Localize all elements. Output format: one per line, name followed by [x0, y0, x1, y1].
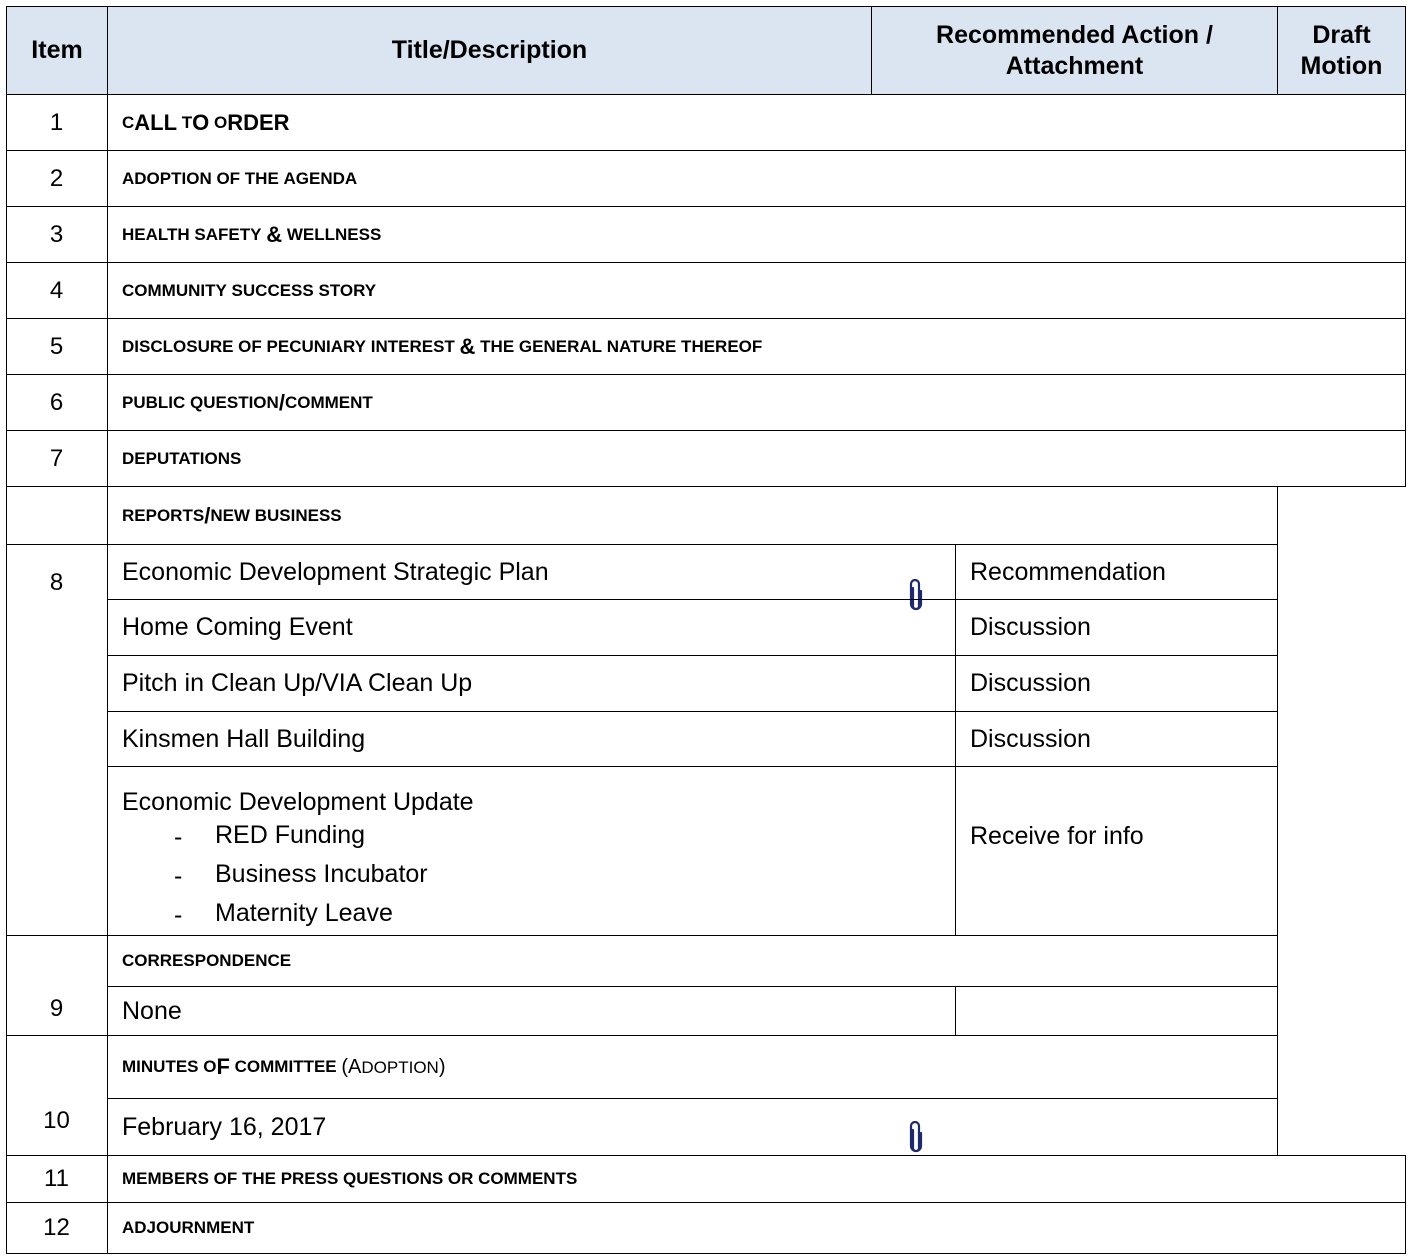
table-border: [6, 150, 1406, 151]
item-number: 12: [43, 1214, 70, 1241]
table-border: [6, 430, 1406, 431]
item-number: 7: [49, 444, 64, 472]
item-number: 9: [49, 995, 64, 1022]
table-border: [6, 1035, 1278, 1036]
table-border: [6, 1253, 1406, 1254]
agenda-item-action: Discussion: [970, 669, 1091, 697]
table-border: [6, 262, 1406, 263]
item-number: 6: [49, 388, 64, 416]
section-title-reports-new-business: R EPORTS / N EW B USINESS: [122, 502, 342, 528]
agenda-item-title: Economic Development Strategic Plan: [122, 557, 549, 586]
table-border: [107, 599, 1278, 600]
section-title-community-success-story: C OMMUNITY S UCCESS S TORY: [122, 280, 377, 300]
table-border: [107, 6, 108, 1254]
table-border: [6, 318, 1406, 319]
sub-item: Maternity Leave: [215, 899, 393, 927]
table-border: [107, 711, 1278, 712]
table-border: [1405, 1155, 1406, 1254]
table-border: [955, 544, 956, 936]
agenda-item-action: Receive for info: [970, 821, 1144, 850]
table-border: [107, 1098, 1278, 1099]
agenda-item-title: Kinsmen Hall Building: [122, 724, 366, 753]
item-number: 11: [44, 1165, 69, 1192]
bullet-dash: -: [174, 862, 183, 890]
agenda-item-action: Recommendation: [970, 557, 1166, 586]
header-title-description: Title/Description: [391, 36, 588, 64]
section-title-adjournment: A DJOURNMENT: [122, 1218, 255, 1237]
section-title-minutes-of-committee: M INUTES O F C OMMITTEE (ADOPTION): [122, 1054, 446, 1079]
agenda-item-title: Home Coming Event: [122, 613, 353, 641]
table-border: [107, 655, 1278, 656]
section-title-members-of-press: M EMBERS OF THE P RESS Q UESTIONS OR C OMMENTS: [122, 1169, 578, 1188]
table-border: [1277, 486, 1278, 1156]
agenda-item-title: Economic Development Update: [122, 787, 474, 816]
agenda-table: [6, 6, 1406, 1254]
item-number: 4: [49, 276, 64, 304]
table-border: [1277, 6, 1278, 95]
table-border: [6, 1155, 1406, 1156]
item-number: 5: [49, 332, 64, 360]
table-border: [6, 544, 1278, 545]
table-border: [6, 935, 1278, 936]
section-title-correspondence: C ORRESPONDENCE: [122, 951, 292, 970]
agenda-item-action: Discussion: [970, 613, 1091, 641]
sub-item: RED Funding: [215, 821, 366, 849]
table-border: [6, 6, 7, 1254]
table-border: [6, 206, 1406, 207]
item-number: 2: [49, 164, 64, 192]
agenda-item-action: Discussion: [970, 724, 1091, 753]
agenda-item-title: None: [122, 996, 182, 1025]
header-draft-motion: Draft Motion: [1300, 20, 1383, 80]
section-title-disclosure-pecuniary-interest: D ISCLOSURE OF P ECUNIARY I NTEREST & T HE G ENERAL N ATURE T HEREOF: [122, 333, 763, 359]
table-border: [871, 6, 872, 95]
section-title-health-safety-wellness: H EALTH S AFETY & W ELLNESS: [122, 221, 382, 247]
item-number: 1: [49, 108, 64, 136]
paperclip-icon[interactable]: [908, 579, 924, 613]
table-border: [955, 986, 956, 1036]
section-title-deputations: D EPUTATIONS: [122, 448, 242, 468]
table-border: [107, 766, 1278, 767]
item-number: 8: [49, 568, 64, 596]
header-item: Item: [31, 36, 83, 64]
table-border: [6, 6, 1406, 7]
table-border: [6, 374, 1406, 375]
item-number: 10: [43, 1107, 70, 1134]
bullet-dash: -: [174, 823, 183, 851]
paperclip-icon[interactable]: [908, 1121, 924, 1155]
sub-item: Business Incubator: [215, 860, 428, 888]
table-border: [6, 94, 1406, 95]
agenda-item-title: Pitch in Clean Up/VIA Clean Up: [122, 669, 473, 697]
section-title-adoption-of-agenda: A DOPTION OF T HE A GENDA: [122, 168, 358, 188]
header-recommended-action: Recommended Action / Attachment: [936, 20, 1213, 80]
section-title-public-question-comment: P UBLIC Q UESTION / C OMMENT: [122, 389, 373, 415]
item-number: 3: [49, 220, 64, 248]
table-border: [107, 986, 1278, 987]
bullet-dash: -: [174, 901, 183, 929]
table-border: [1405, 6, 1406, 487]
table-border: [6, 486, 1406, 487]
agenda-item-title: February 16, 2017: [122, 1112, 327, 1141]
table-border: [6, 1202, 1406, 1203]
section-title-call-to-order: C ALL T O O RDER: [122, 109, 290, 135]
